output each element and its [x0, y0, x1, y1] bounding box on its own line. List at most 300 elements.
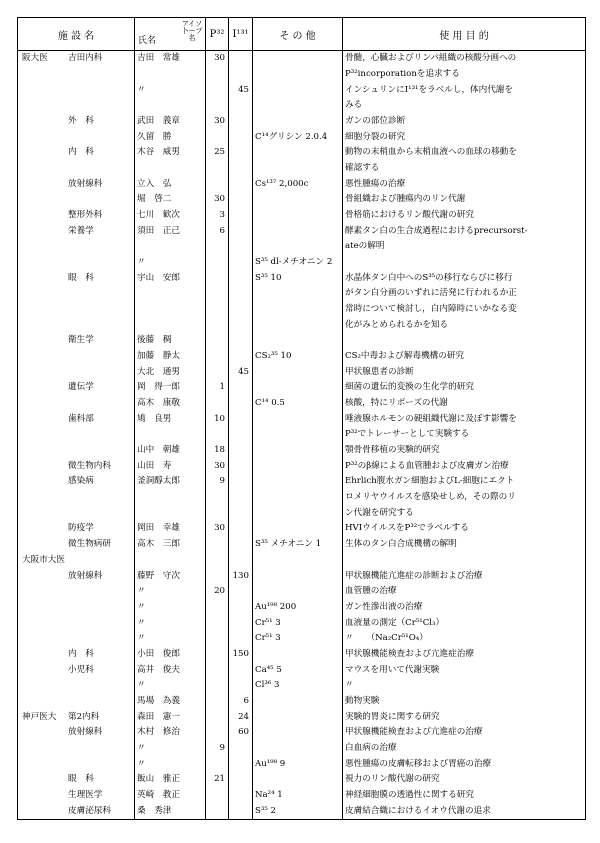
- other-isotope-cell: [253, 443, 343, 459]
- person-name: 森田 憲一: [137, 711, 180, 722]
- p32-amount-cell: [206, 176, 229, 192]
- person-name-cell: [135, 647, 206, 663]
- usage-purpose-cell: [343, 270, 586, 286]
- p32-amount: 9: [219, 742, 225, 753]
- other-isotope-cell: [253, 553, 343, 569]
- p32-amount: 9: [219, 476, 225, 487]
- other-isotope-cell: [253, 270, 343, 286]
- institution-cell: [18, 82, 135, 98]
- person-name: 馬場 為義: [137, 695, 180, 706]
- usage-purpose: 甲状腺機能検査および亢進症治療: [345, 648, 474, 659]
- other-isotope-cell: [253, 615, 343, 631]
- person-name-cell: [135, 490, 206, 506]
- p32-amount-cell: [206, 600, 229, 616]
- p32-amount: 18: [214, 445, 225, 456]
- table-row: [18, 176, 586, 192]
- usage-purpose: 視力のリン酸代謝の研究: [345, 774, 440, 785]
- i131-amount-cell: [229, 192, 253, 208]
- usage-purpose-cell: [343, 458, 586, 474]
- i131-amount-cell: [229, 662, 253, 678]
- person-name: 吉田 常雄: [137, 53, 180, 64]
- table-row: [18, 333, 586, 349]
- person-name-cell: [135, 145, 206, 161]
- i131-amount: 45: [238, 366, 249, 377]
- table-row: [18, 302, 586, 318]
- person-name-cell: [135, 474, 206, 490]
- table-row: [18, 756, 586, 772]
- institution-cell: [18, 553, 135, 569]
- other-isotope-cell: [253, 490, 343, 506]
- p32-amount-cell: [206, 694, 229, 710]
- person-name: 武田 義章: [137, 116, 180, 127]
- p32-amount-cell: [206, 82, 229, 98]
- table-row: [18, 427, 586, 443]
- p32-amount-cell: [206, 223, 229, 239]
- institution-cell: [18, 584, 135, 600]
- table-row: [18, 694, 586, 710]
- other-isotope-cell: [253, 286, 343, 302]
- institution-cell: [18, 129, 135, 145]
- other-isotope-cell: [253, 380, 343, 396]
- other-isotope-cell: [253, 161, 343, 177]
- person-name-cell: [135, 333, 206, 349]
- department: 皮膚泌尿科: [68, 805, 111, 816]
- person-name: 高木 三郎: [137, 539, 180, 550]
- person-name: 小田 俊郎: [137, 648, 180, 659]
- usage-purpose: P³²でトレーサーとして実験する: [345, 429, 470, 440]
- usage-purpose: 水晶体タン白中へのS³⁵の移行ならびに移行: [345, 272, 513, 283]
- person-name: 山中 朝雄: [137, 445, 180, 456]
- p32-amount: 25: [214, 147, 225, 158]
- department: 衛生学: [68, 335, 94, 346]
- institution-cell: [18, 537, 135, 553]
- department: 内 科: [68, 648, 94, 659]
- usage-purpose: ガンの部位診断: [345, 116, 406, 127]
- i131-amount-cell: [229, 458, 253, 474]
- other-isotope: C¹⁴ 0.5: [255, 398, 285, 409]
- department: 栄養学: [68, 225, 94, 236]
- p32-amount-cell: [206, 255, 229, 271]
- p32-amount-cell: [206, 427, 229, 443]
- other-isotope-cell: [253, 302, 343, 318]
- usage-purpose-cell: [343, 521, 586, 537]
- person-name-cell: [135, 396, 206, 412]
- usage-purpose: 血液量の測定（Cr⁵¹Cl₃）: [345, 617, 445, 628]
- institution-cell: [18, 741, 135, 757]
- usage-purpose-cell: [343, 568, 586, 584]
- usage-purpose-cell: [343, 349, 586, 365]
- person-name-cell: [135, 161, 206, 177]
- usage-purpose-cell: [343, 725, 586, 741]
- usage-purpose-cell: [343, 631, 586, 647]
- person-name-cell: [135, 600, 206, 616]
- p32-amount-cell: [206, 772, 229, 788]
- person-name-cell: [135, 270, 206, 286]
- p32-amount-cell: [206, 741, 229, 757]
- p32-amount-cell: [206, 458, 229, 474]
- other-isotope-cell: [253, 239, 343, 255]
- other-isotope: S³⁵ dl-メチオニン 2: [255, 257, 333, 268]
- usage-purpose-cell: [343, 114, 586, 130]
- institution-cell: [18, 568, 135, 584]
- table-row: [18, 51, 586, 67]
- table-row: [18, 647, 586, 663]
- table-row: [18, 458, 586, 474]
- person-name: 山田 寿: [137, 460, 172, 471]
- person-name: 桑 秀津: [137, 805, 172, 816]
- university: 大阪市大医: [22, 554, 65, 565]
- table-row: [18, 553, 586, 569]
- table-row: [18, 537, 586, 553]
- table-row: [18, 584, 586, 600]
- table-row: [18, 474, 586, 490]
- person-name-cell: [135, 584, 206, 600]
- usage-purpose-cell: [343, 474, 586, 490]
- i131-amount: 45: [238, 84, 249, 95]
- usage-purpose-cell: [343, 678, 586, 694]
- i131-amount-cell: [229, 411, 253, 427]
- p32-amount-cell: [206, 568, 229, 584]
- department: 感染病: [68, 476, 94, 487]
- table-row: [18, 98, 586, 114]
- usage-purpose: 動物実験: [345, 695, 380, 706]
- usage-purpose: 骨髄，心臓およびリンパ組織の核酸分画への: [345, 53, 517, 64]
- other-isotope: S³⁵ 10: [255, 272, 282, 283]
- usage-purpose-cell: [343, 600, 586, 616]
- i131-amount-cell: [229, 302, 253, 318]
- p32-amount-cell: [206, 537, 229, 553]
- table-row: [18, 725, 586, 741]
- usage-purpose: ロメリヤウイルスを感染せしめ，その際のリ: [345, 492, 516, 503]
- i131-amount-cell: [229, 788, 253, 804]
- i131-amount: 60: [238, 727, 249, 738]
- table-row: [18, 67, 586, 83]
- other-isotope-cell: [253, 411, 343, 427]
- i131-amount-cell: [229, 380, 253, 396]
- other-isotope-cell: [253, 396, 343, 412]
- p32-amount-cell: [206, 615, 229, 631]
- i131-amount-cell: [229, 396, 253, 412]
- i131-header: [229, 18, 253, 51]
- i131-amount-cell: [229, 145, 253, 161]
- institution-cell: [18, 662, 135, 678]
- usage-purpose: 核酸，特にリボーズの代謝: [345, 398, 448, 409]
- person-name-cell: [135, 756, 206, 772]
- other-isotope-cell: [253, 694, 343, 710]
- p32-header: [206, 18, 229, 51]
- i131-amount-cell: [229, 615, 253, 631]
- i131-amount-cell: [229, 631, 253, 647]
- table-row: [18, 490, 586, 506]
- person-name: 釜洞醇太郎: [137, 476, 180, 487]
- usage-purpose-cell: [343, 615, 586, 631]
- i131-amount-cell: [229, 349, 253, 365]
- institution-cell: [18, 474, 135, 490]
- usage-purpose: マウスを用いて代謝実験: [345, 664, 440, 675]
- person-name-cell: [135, 411, 206, 427]
- department: 内 科: [68, 147, 94, 158]
- table-row: [18, 600, 586, 616]
- usage-purpose-cell: [343, 803, 586, 819]
- person-name-cell: [135, 51, 206, 67]
- i131-amount-cell: [229, 82, 253, 98]
- table-body: [18, 51, 586, 820]
- usage-purpose: 白血病の治療: [345, 742, 397, 753]
- usage-purpose-cell: [343, 427, 586, 443]
- person-name-cell: [135, 223, 206, 239]
- p32-header-label: P³²: [209, 28, 225, 40]
- department: 吉田内科: [68, 53, 103, 64]
- table-row: [18, 129, 586, 145]
- p32-amount-cell: [206, 114, 229, 130]
- table-row: [18, 568, 586, 584]
- institution-cell: [18, 239, 135, 255]
- institution-cell: [18, 458, 135, 474]
- p32-amount-cell: [206, 98, 229, 114]
- other-isotope-cell: [253, 364, 343, 380]
- person-name: 宇山 安郎: [137, 272, 180, 283]
- table-row: [18, 208, 586, 224]
- other-isotope-cell: [253, 788, 343, 804]
- institution-cell: [18, 678, 135, 694]
- usage-purpose-cell: [343, 333, 586, 349]
- person-name-cell: [135, 239, 206, 255]
- department: 放射線科: [68, 727, 103, 738]
- other-isotope: Ca⁴⁵ 5: [255, 664, 282, 675]
- p32-amount-cell: [206, 161, 229, 177]
- table-row: [18, 615, 586, 631]
- table-row: [18, 443, 586, 459]
- table-row: [18, 286, 586, 302]
- p32-amount: 10: [214, 413, 225, 424]
- usage-purpose-cell: [343, 490, 586, 506]
- i131-amount-cell: [229, 772, 253, 788]
- institution-cell: [18, 223, 135, 239]
- i131-amount: 150: [232, 648, 249, 659]
- p32-amount-cell: [206, 51, 229, 67]
- person-name-cell: [135, 427, 206, 443]
- p32-amount-cell: [206, 349, 229, 365]
- usage-purpose: 〃 （Na₂Cr⁵¹O₄）: [345, 633, 428, 644]
- table-row: [18, 411, 586, 427]
- usage-purpose-cell: [343, 317, 586, 333]
- person-name: 英崎 教正: [137, 789, 180, 800]
- p32-amount-cell: [206, 584, 229, 600]
- other-isotope-cell: [253, 51, 343, 67]
- person-name-cell: [135, 192, 206, 208]
- institution-cell: [18, 302, 135, 318]
- other-isotope-cell: [253, 647, 343, 663]
- p32-amount: 30: [214, 523, 225, 534]
- institution-cell: [18, 600, 135, 616]
- i131-amount: 130: [232, 570, 249, 581]
- i131-amount-cell: [229, 427, 253, 443]
- person-name-cell: [135, 553, 206, 569]
- department: 放射線科: [68, 178, 103, 189]
- p32-amount: 1: [219, 382, 225, 393]
- table-row: [18, 788, 586, 804]
- other-isotope: C¹⁴グリシン 2.0.4: [255, 131, 328, 142]
- i131-amount-cell: [229, 741, 253, 757]
- other-isotope-cell: [253, 725, 343, 741]
- person-name: 高木 康敬: [137, 398, 180, 409]
- i131-amount-cell: [229, 239, 253, 255]
- other-isotope: Cs¹³⁷ 2,000c: [255, 178, 309, 189]
- other-isotope: Cr⁵¹ 3: [255, 633, 281, 644]
- person-name-cell: [135, 349, 206, 365]
- person-name: 木村 修治: [137, 727, 180, 738]
- p32-amount-cell: [206, 302, 229, 318]
- other-isotope-cell: [253, 129, 343, 145]
- p32-amount-cell: [206, 317, 229, 333]
- p32-amount-cell: [206, 725, 229, 741]
- usage-purpose: CS₂中毒および解毒機構の研究: [345, 351, 465, 362]
- table-row: [18, 772, 586, 788]
- usage-purpose: 皮膚結合織におけるイオウ代謝の追求: [345, 805, 491, 816]
- person-name-cell: [135, 803, 206, 819]
- person-name: 藤野 守次: [137, 570, 180, 581]
- usage-purpose: 唾液腺ホルモンの硬組織代謝に及ぼす影響を: [345, 413, 517, 424]
- usage-purpose: Ehrlich腹水ガン細胞およびL-細胞にエクト: [345, 476, 515, 487]
- institution-cell: [18, 161, 135, 177]
- person-name-cell: [135, 208, 206, 224]
- p32-amount-cell: [206, 192, 229, 208]
- other-isotope-cell: [253, 333, 343, 349]
- person-name-cell: [135, 537, 206, 553]
- p32-amount-cell: [206, 521, 229, 537]
- person-name-cell: [135, 662, 206, 678]
- institution-cell: [18, 725, 135, 741]
- institution-cell: [18, 67, 135, 83]
- i131-amount-cell: [229, 161, 253, 177]
- usage-purpose-cell: [343, 443, 586, 459]
- table-row: [18, 317, 586, 333]
- i131-amount-cell: [229, 756, 253, 772]
- person-name: 飯山 雅正: [137, 774, 180, 785]
- institution-cell: [18, 709, 135, 725]
- usage-purpose-cell: [343, 694, 586, 710]
- usage-purpose: ガン性滲出液の治療: [345, 601, 423, 612]
- person-name-cell: [135, 380, 206, 396]
- institution-cell: [18, 772, 135, 788]
- person-name: 立入 弘: [137, 178, 172, 189]
- person-name: 鳩 良男: [137, 413, 172, 424]
- purpose-header-label: 使 用 目 的: [439, 30, 489, 42]
- usage-purpose: 実験的胃炎に関する研究: [345, 711, 440, 722]
- department: 眼 科: [68, 774, 94, 785]
- person-name-cell: [135, 458, 206, 474]
- p32-amount-cell: [206, 208, 229, 224]
- person-name-cell: [135, 82, 206, 98]
- usage-purpose-cell: [343, 411, 586, 427]
- p32-amount-cell: [206, 239, 229, 255]
- table-row: [18, 709, 586, 725]
- p32-amount-cell: [206, 474, 229, 490]
- i131-amount-cell: [229, 51, 253, 67]
- usage-purpose-cell: [343, 302, 586, 318]
- p32-amount: 6: [219, 225, 225, 236]
- isotope-name-header-label: アイソ卜ープ名: [181, 20, 203, 42]
- table-row: [18, 396, 586, 412]
- p32-amount-cell: [206, 380, 229, 396]
- usage-purpose: 確認する: [345, 163, 380, 174]
- other-isotope: S³⁵ 2: [255, 805, 276, 816]
- person-name: 後藤 稠: [137, 335, 172, 346]
- other-isotope-cell: [253, 803, 343, 819]
- p32-amount-cell: [206, 411, 229, 427]
- p32-amount: 3: [219, 210, 225, 221]
- person-name: 〃: [137, 680, 146, 691]
- person-name: 〃: [137, 84, 146, 95]
- person-name: 〃: [137, 633, 146, 644]
- i131-amount-cell: [229, 678, 253, 694]
- usage-purpose-cell: [343, 255, 586, 271]
- p32-amount-cell: [206, 145, 229, 161]
- person-name: 高井 俊夫: [137, 664, 180, 675]
- other-isotope: Na²⁴ 1: [255, 789, 283, 800]
- other-isotope: CS₂³⁵ 10: [255, 351, 292, 362]
- usage-purpose-cell: [343, 788, 586, 804]
- usage-purpose: 甲状腺機能検査および亢進症の治療: [345, 727, 483, 738]
- other-isotope-cell: [253, 176, 343, 192]
- institution-cell: [18, 114, 135, 130]
- institution-cell: [18, 427, 135, 443]
- person-name-cell: [135, 302, 206, 318]
- table-row: [18, 678, 586, 694]
- department: 放射線科: [68, 570, 103, 581]
- i131-amount-cell: [229, 317, 253, 333]
- other-isotope-cell: [253, 631, 343, 647]
- usage-purpose-cell: [343, 709, 586, 725]
- table-row: [18, 364, 586, 380]
- usage-purpose: P³²のβ線による血管腫および皮膚ガン治療: [345, 460, 509, 471]
- isotope-usage-table: [17, 17, 586, 820]
- usage-purpose: P³²incorporationを追求する: [345, 69, 460, 79]
- p32-amount-cell: [206, 364, 229, 380]
- p32-amount-cell: [206, 286, 229, 302]
- person-name-cell: [135, 286, 206, 302]
- other-isotope-cell: [253, 505, 343, 521]
- institution-cell: [18, 521, 135, 537]
- table-row: [18, 631, 586, 647]
- p32-amount-cell: [206, 67, 229, 83]
- p32-amount-cell: [206, 396, 229, 412]
- person-name-cell: [135, 741, 206, 757]
- usage-purpose-cell: [343, 82, 586, 98]
- usage-purpose: ateの解明: [345, 241, 385, 252]
- usage-purpose: 甲状腺患者の診断: [345, 366, 414, 377]
- usage-purpose: 神経細胞膜の透過性に関する研究: [345, 789, 474, 800]
- other-isotope-cell: [253, 678, 343, 694]
- department: 小児科: [68, 664, 94, 675]
- institution-cell: [18, 255, 135, 271]
- p32-amount: 20: [214, 586, 225, 597]
- p32-amount-cell: [206, 443, 229, 459]
- person-name: 加藤 静太: [137, 351, 180, 362]
- person-name: 〃: [137, 742, 146, 753]
- isotope-usage-table-page: [17, 17, 585, 827]
- other-isotope-cell: [253, 98, 343, 114]
- other-isotope: Au¹⁹⁸ 200: [255, 601, 297, 612]
- institution-cell: [18, 615, 135, 631]
- person-name-cell: [135, 98, 206, 114]
- usage-purpose-cell: [343, 647, 586, 663]
- usage-purpose-cell: [343, 772, 586, 788]
- p32-amount-cell: [206, 505, 229, 521]
- p32-amount-cell: [206, 756, 229, 772]
- usage-purpose-cell: [343, 98, 586, 114]
- person-name-cell: [135, 694, 206, 710]
